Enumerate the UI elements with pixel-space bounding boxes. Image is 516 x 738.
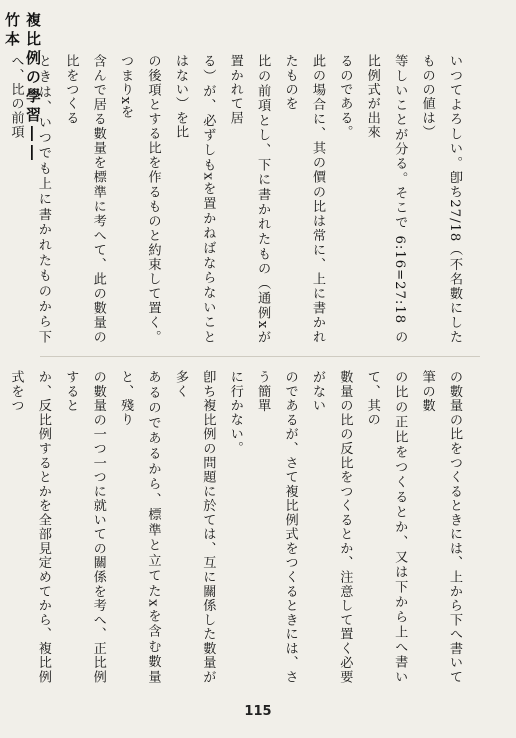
text-column: の數量の一つ一つに就いての關係を考へ、正比例すると: [63, 370, 106, 684]
text-column: の比の正比をつくるとか、又は下から上へ書いて、其の: [364, 370, 408, 684]
text-column: る）が、必ずしもxを置かねばならないことはない）を比: [172, 54, 216, 344]
text-column: 等しいことが分る。そこで 6:16=27:18 の比例式が出來: [364, 54, 408, 344]
text-column: 此の場合に、其の價の比は常に、上に書かれたものを: [282, 54, 325, 344]
text-column: の後項とする比を作るものと約束して置く。つまりxを: [118, 54, 161, 344]
text-block-lower: [8, 370, 468, 684]
text-column: 數量の比の反比をつくるとか、注意して置く必要がない: [309, 370, 353, 684]
text-column: 卽ち複比例の問題に於ては、互に關係した數量が多く: [172, 370, 216, 684]
text-column: いつてよろしい。卽ち27/18（不名數にしたものの値は）: [419, 54, 462, 344]
text-column: 比の前項とし、下に書かれたもの（通例xが置かれて居: [227, 54, 271, 344]
text-column: か、反比例するとかを全部見定めてから、複比例式をつ: [8, 370, 51, 684]
page-number: 115: [244, 704, 272, 719]
text-column: 含んで居る數量を標準に考へて、此の數量の比をつくる: [63, 54, 106, 344]
divider: [40, 356, 480, 357]
text-column: の數量の比をつくるときには、上から下へ書いて筆の數: [419, 370, 462, 684]
text-column: るのである。: [337, 54, 353, 140]
text-column: ときは、いつでも上に書かれたものから下へ、比の前項: [8, 54, 51, 344]
text-column: のであるが、さて複比例式をつくるときには、さう簡單: [255, 370, 298, 684]
text-column: [0, 54, 2, 344]
text-column: に行かない。: [227, 370, 243, 456]
running-header: 複比例の學習――竹本: [3, 12, 42, 164]
text-column: あるのであるから、標準と立てたxを含む數量と、殘り: [118, 370, 161, 684]
text-column: [0, 370, 2, 684]
